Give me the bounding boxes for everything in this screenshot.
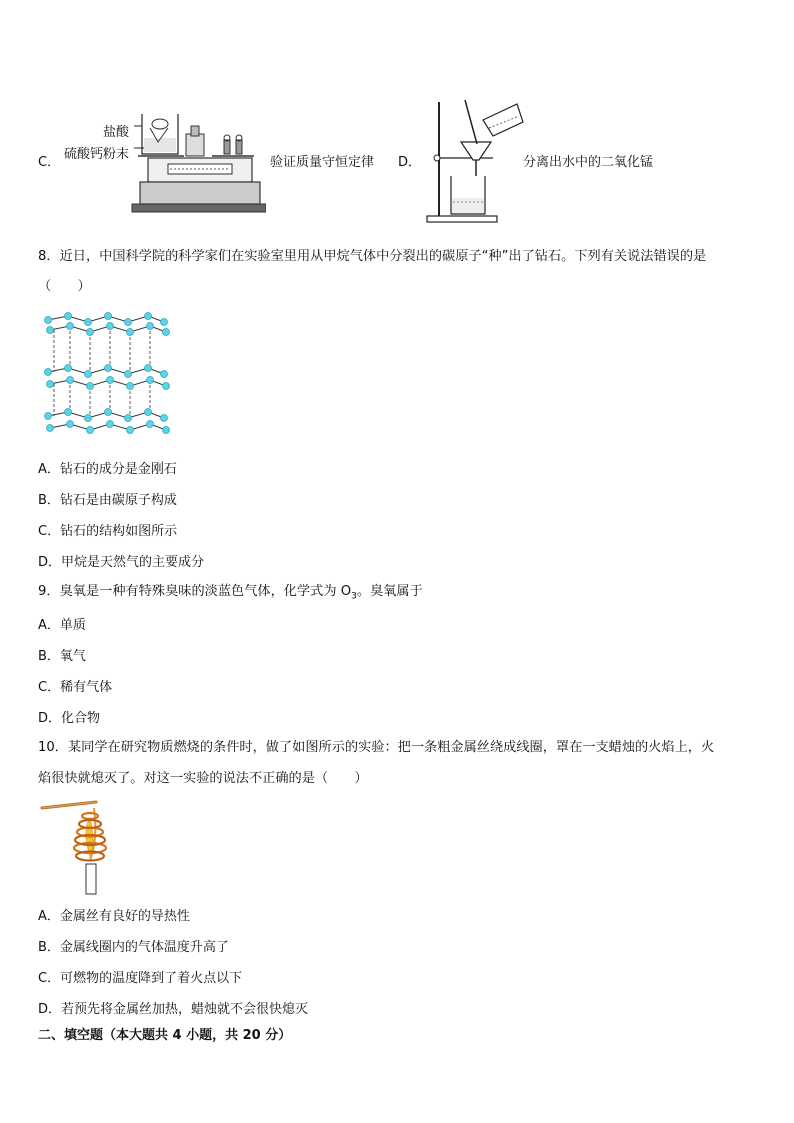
q8-option-d: D．甲烷是天然气的主要成分 [38,555,205,570]
q9-option-b: B．氧气 [38,649,86,664]
q10-option-d: D．若预先将金属丝加热，蜡烛就不会很快熄灭 [38,1002,309,1017]
option-c-letter: C． [38,155,61,170]
option-c-caption: 验证质量守恒定律 [270,155,375,170]
q9-option-d: D．化合物 [38,711,101,726]
q10-stem-line1: 10．某同学在研究物质燃烧的条件时，做了如图所示的实验：把一条粗金属丝绕成线圈，罩在一支蜡烛的火焰上，火 [38,740,715,755]
q8-stem-line2: （ ） [38,279,91,294]
q9-stem-before: 9．臭氧是一种有特殊臭味的淡蓝色气体，化学式为 O [38,584,352,599]
q10-stem-line2: 焰很快就熄灭了。对这一实验的说法不正确的是（ ） [38,771,368,786]
q10-option-b: B．金属线圈内的气体温度升高了 [38,940,229,955]
q9-option-a: A．单质 [38,618,86,633]
filtration-illustration [425,98,525,224]
option-d-letter: D． [398,155,422,170]
q8-option-b: B．钻石是由碳原子构成 [38,493,177,508]
q9-stem-after: 。臭氧属于 [356,584,423,599]
q8-option-a: A．钻石的成分是金刚石 [38,462,177,477]
q10-option-c: C．可燃物的温度降到了着火点以下 [38,971,243,986]
q9-option-c: C．稀有气体 [38,680,113,695]
q9-stem-subscript: 3 [351,591,357,602]
q9-stem [38,581,423,608]
q8-stem-line1: 8．近日，中国科学院的科学家们在实验室里用从甲烷气体中分裂出的碳原子“种”出了钻石。下列有关说法错误的是 [38,249,707,264]
label-hydrochloric-acid: 盐酸 [103,125,130,140]
graphite-structure-diagram [40,312,170,438]
candle-coil-illustration [40,800,130,896]
option-d-caption: 分离出水中的二氧化锰 [523,155,654,170]
label-calcium-sulfate-powder: 硫酸钙粉末 [64,147,130,162]
balance-illustration [128,108,266,214]
q10-option-a: A．金属丝有良好的导热性 [38,909,190,924]
q8-option-c: C．钻石的结构如图所示 [38,524,178,539]
section2-heading: 二、填空题（本大题共 4 小题，共 20 分） [38,1028,292,1043]
